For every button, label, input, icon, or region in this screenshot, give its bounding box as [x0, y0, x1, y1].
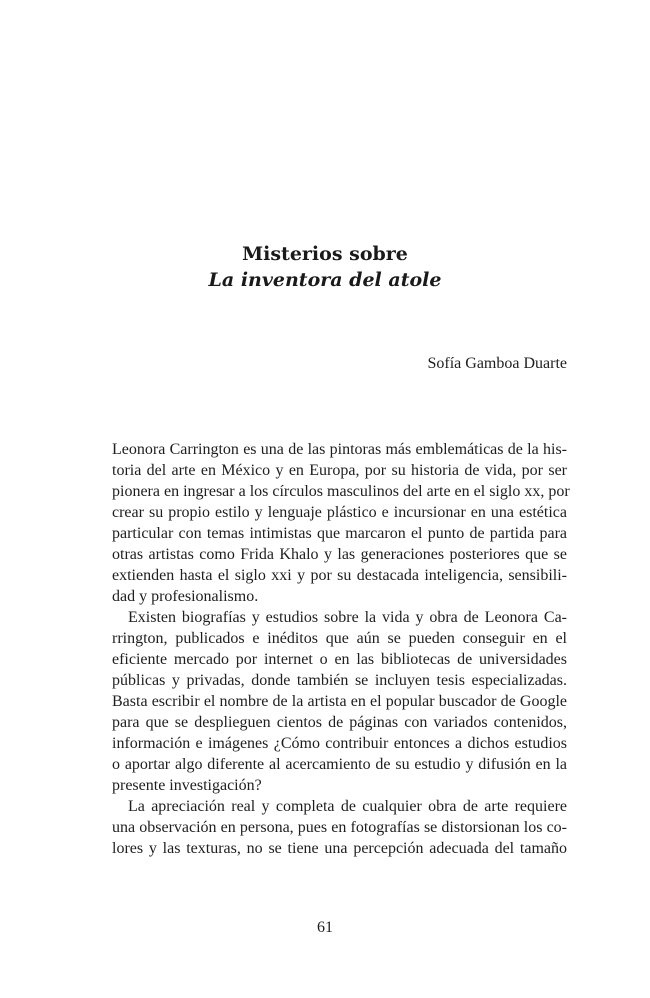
paragraph-3	[112, 796, 567, 859]
text-line: públicas y privadas, donde también se incluyen tesis especializadas.	[112, 672, 567, 689]
chapter-title: Misterios sobre	[242, 243, 408, 265]
text-line: Existen biografías y estudios sobre la vida y obra de Leonora Ca-	[128, 609, 567, 626]
text-line: lores y las texturas, no se tiene una percepción adecuada del tamaño	[112, 840, 567, 857]
text-line: dad y profesionalismo.	[112, 588, 259, 605]
chapter-subtitle-italic: La inventora del atole	[208, 269, 442, 291]
text-line: otras artistas como Frida Khalo y las generaciones posteriores que se	[112, 546, 567, 563]
text-line: información e imágenes ¿Cómo contribuir entonces a dichos estudios	[112, 735, 567, 752]
text-line: una observación en persona, pues en fotografías se distorsionan los co-	[112, 819, 567, 836]
text-line: crear su propio estilo y lenguaje plástico e incursionar en una estética	[112, 504, 567, 521]
text-line: para que se desplieguen cientos de páginas con variados contenidos,	[112, 714, 567, 731]
text-line: Leonora Carrington es una de las pintoras más emblemáticas de la his-	[112, 441, 567, 458]
text-line: o aportar algo diferente al acercamiento de su estudio y difusión en la	[112, 756, 567, 773]
paragraph-2	[112, 607, 567, 796]
text-line: toria del arte en México y en Europa, por su historia de vida, por ser	[112, 462, 567, 479]
chapter-author: Sofía Gamboa Duarte	[427, 355, 567, 372]
text-line: presente investigación?	[112, 777, 262, 794]
paragraph-1	[112, 439, 570, 607]
text-line: La apreciación real y completa de cualquier obra de arte requiere	[128, 798, 567, 815]
page-number: 61	[317, 919, 333, 936]
text-line: eficiente mercado por internet o en las bibliotecas de universidades	[112, 651, 567, 668]
text-line: pionera en ingresar a los círculos masculinos del arte en el siglo xx, por	[112, 483, 570, 500]
text-line: rrington, publicados e inéditos que aún se pueden conseguir en el	[112, 630, 567, 647]
text-line: Basta escribir el nombre de la artista en el popular buscador de Google	[112, 693, 567, 710]
text-line: extienden hasta el siglo xxi y por su destacada inteligencia, sensibili-	[112, 567, 567, 584]
text-line: particular con temas intimistas que marcaron el punto de partida para	[112, 525, 567, 542]
body-text	[112, 439, 570, 859]
